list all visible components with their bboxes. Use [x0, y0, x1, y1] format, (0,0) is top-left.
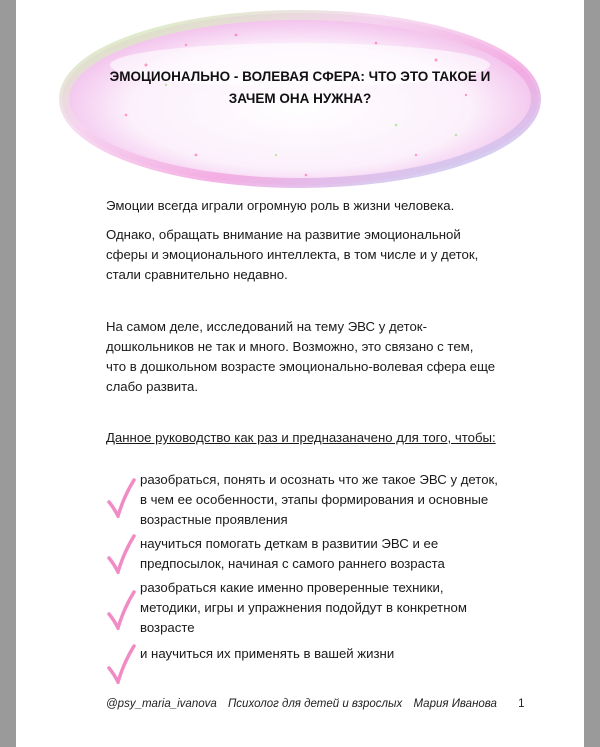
- document-page: [16, 0, 584, 747]
- list-item: [106, 644, 506, 704]
- list-item-text: научиться помогать деткам в развитии ЭВС и ее предпосылок, начиная с самого раннего возраста: [140, 536, 445, 571]
- paragraph-3: На самом деле, исследований на тему ЭВС у деток-дошкольников не так и много. Возможно, это связано с тем, что в дошкольном возрасте эмоционально-волевая сфера еще слабо развита.: [106, 319, 496, 394]
- page-footer: [106, 698, 526, 710]
- footer-author: Мария Иванова: [413, 698, 497, 710]
- list-item: [106, 470, 506, 530]
- page-title: ЭМОЦИОНАЛЬНО - ВОЛЕВАЯ СФЕРА: ЧТО ЭТО ТАКОЕ И ЗАЧЕМ ОНА НУЖНА?: [109, 69, 491, 106]
- footer-handle: @psy_maria_ivanova: [106, 698, 217, 710]
- checkmark-icon: [106, 644, 136, 684]
- checkmark-icon: [106, 534, 136, 574]
- checkmark-icon: [106, 590, 136, 630]
- list-item-text: разобраться, понять и осознать что же такое ЭВС у деток, в чем ее особенности, этапы формирования и основные возрастные проявления: [140, 472, 498, 527]
- list-item: [106, 578, 506, 638]
- footer-role: Психолог для детей и взрослых: [227, 698, 403, 710]
- list-intro: Данное руководство как раз и предназаначено для того, чтобы:: [106, 430, 496, 445]
- list-item-text: и научиться их применять в вашей жизни: [140, 646, 395, 661]
- paragraph-1: Эмоции всегда играли огромную роль в жизни человека.: [106, 198, 455, 213]
- paragraph-2: Однако, обращать внимание на развитие эмоциональной сферы и эмоционального интеллекта, в том числе и у деток, стали сравнительно недавно.: [106, 227, 479, 282]
- page-number: 1: [518, 698, 525, 710]
- checkmark-icon: [106, 478, 136, 518]
- list-item-text: разобраться какие именно проверенные техники, методики, игры и упражнения подойдут в конкретном возрасте: [140, 580, 467, 635]
